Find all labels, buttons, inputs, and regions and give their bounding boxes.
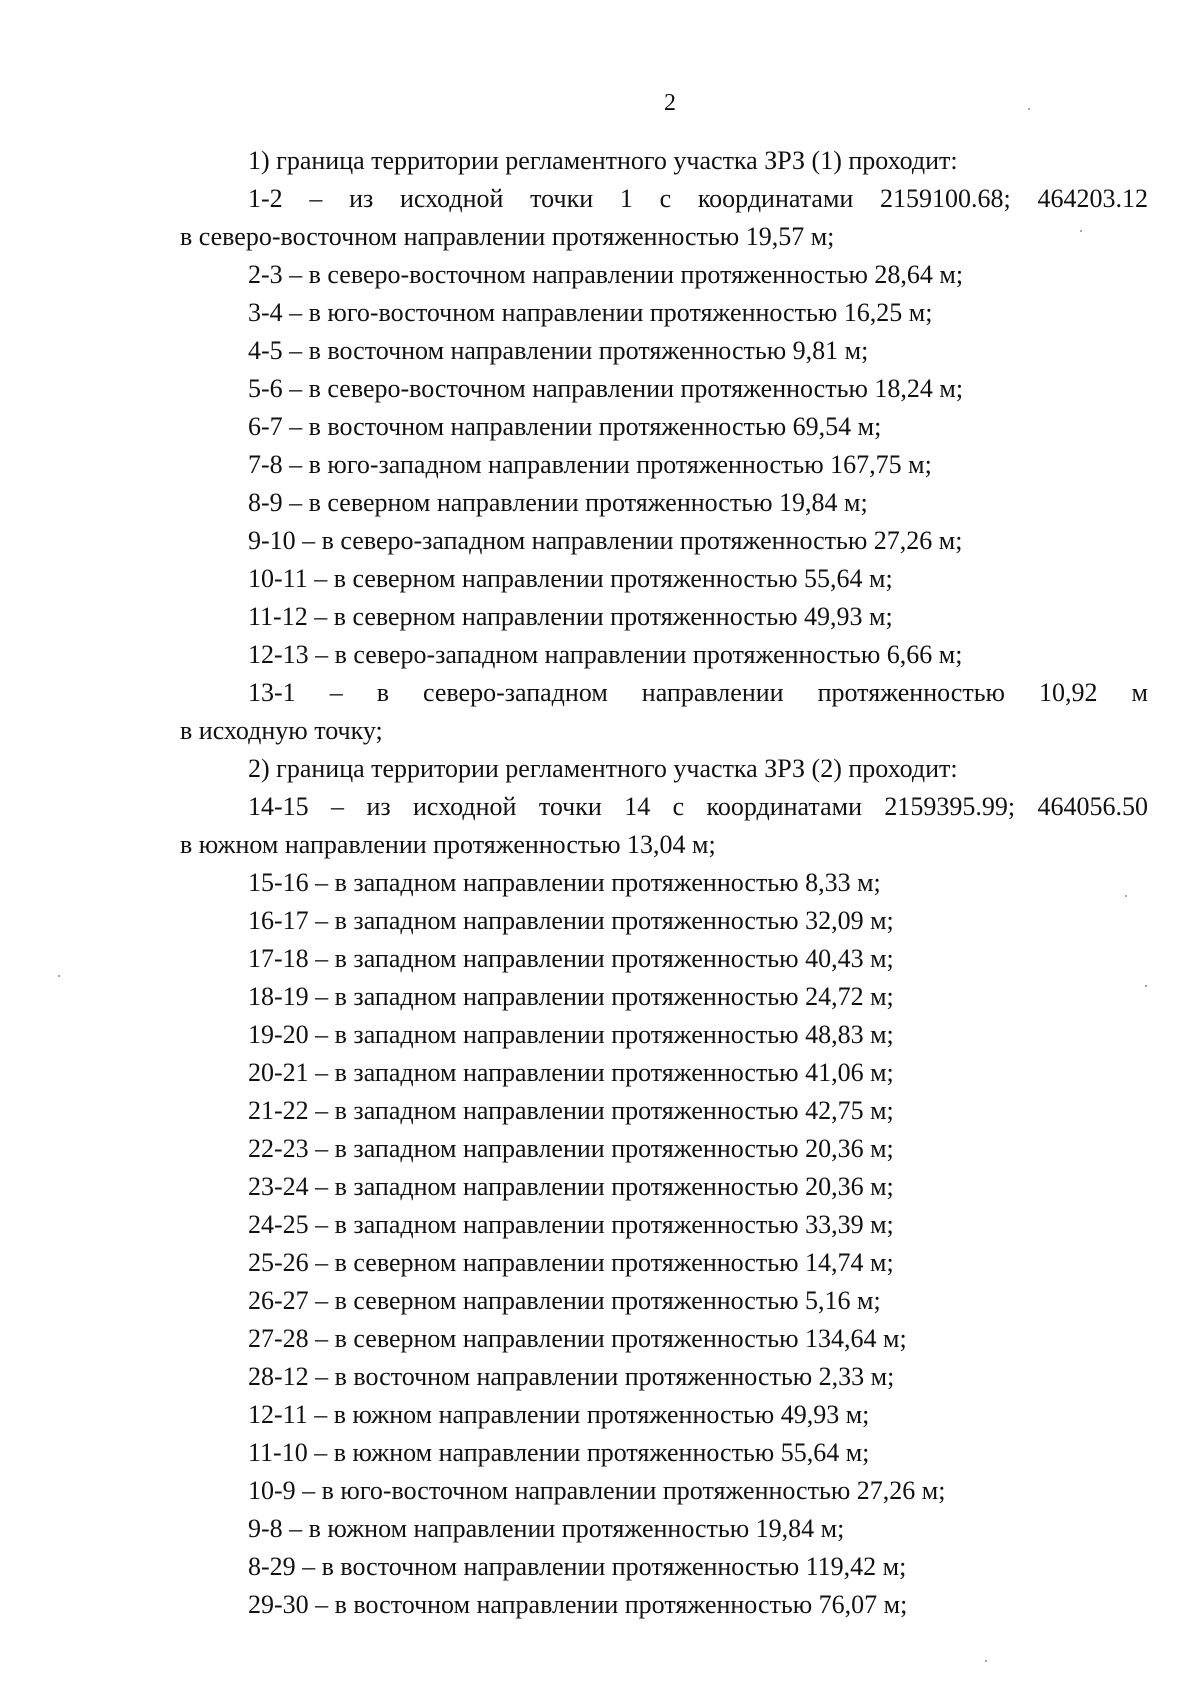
text-line: 26-27 – в северном направлении протяженностью 5,16 м; [248,1286,881,1315]
text-line: в южном направлении протяженностью 13,04 м; [180,830,716,859]
text-line: 2-3 – в северо-восточном направлении протяженностью 28,64 м; [248,260,964,289]
text-line: 13-1 – в северо-западном направлении протяженностью 10,92 м [248,678,1148,707]
text-line: 22-23 – в западном направлении протяженностью 20,36 м; [248,1134,894,1163]
text-line: в исходную точку; [180,716,383,745]
scan-speck [985,1660,987,1662]
text-line: 4-5 – в восточном направлении протяженностью 9,81 м; [248,336,869,365]
text-line: 27-28 – в северном направлении протяженностью 134,64 м; [248,1324,907,1353]
text-line: 5-6 – в северо-восточном направлении протяженностью 18,24 м; [248,374,964,403]
text-line: 8-9 – в северном направлении протяженностью 19,84 м; [248,488,868,517]
text-line: 23-24 – в западном направлении протяженностью 20,36 м; [248,1172,894,1201]
text-line: 11-12 – в северном направлении протяженностью 49,93 м; [248,602,893,631]
scan-speck [1080,230,1082,232]
text-line: 28-12 – в восточном направлении протяженностью 2,33 м; [248,1362,895,1391]
text-line: в северо-восточном направлении протяженностью 19,57 м; [180,222,835,251]
page-number: 2 [664,90,676,116]
scan-speck [1125,895,1127,897]
text-line: 24-25 – в западном направлении протяженностью 33,39 м; [248,1210,894,1239]
text-line: 12-13 – в северо-западном направлении протяженностью 6,66 м; [248,640,963,669]
text-line: 1) граница территории регламентного участка ЗРЗ (1) проходит: [248,146,958,175]
text-line: 16-17 – в западном направлении протяженностью 32,09 м; [248,906,894,935]
text-line: 15-16 – в западном направлении протяженностью 8,33 м; [248,868,881,897]
text-line: 12-11 – в южном направлении протяженностью 49,93 м; [248,1400,870,1429]
text-line: 19-20 – в западном направлении протяженностью 48,83 м; [248,1020,894,1049]
scan-speck [1145,985,1147,987]
document-body [180,142,1148,1624]
text-line: 11-10 – в южном направлении протяженностью 55,64 м; [248,1438,870,1467]
text-line: 9-10 – в северо-западном направлении протяженностью 27,26 м; [248,526,963,555]
text-line: 7-8 – в юго-западном направлении протяженностью 167,75 м; [248,450,932,479]
text-line: 10-11 – в северном направлении протяженностью 55,64 м; [248,564,893,593]
text-line: 17-18 – в западном направлении протяженностью 40,43 м; [248,944,894,973]
text-line: 21-22 – в западном направлении протяженностью 42,75 м; [248,1096,894,1125]
text-line: 3-4 – в юго-восточном направлении протяженностью 16,25 м; [248,298,933,327]
text-line: 8-29 – в восточном направлении протяженностью 119,42 м; [248,1552,907,1581]
text-line: 10-9 – в юго-восточном направлении протяженностью 27,26 м; [248,1476,946,1505]
text-line: 29-30 – в восточном направлении протяженностью 76,07 м; [248,1590,908,1619]
text-line: 20-21 – в западном направлении протяженностью 41,06 м; [248,1058,894,1087]
text-line: 2) граница территории регламентного участка ЗРЗ (2) проходит: [248,754,958,783]
scan-speck [58,975,60,977]
scan-speck [1028,108,1030,110]
text-line: 1-2 – из исходной точки 1 с координатами 2159100.68; 464203.12 [248,184,1148,213]
text-line: 18-19 – в западном направлении протяженностью 24,72 м; [248,982,894,1011]
text-line: 14-15 – из исходной точки 14 с координатами 2159395.99; 464056.50 [248,792,1148,821]
text-line: 9-8 – в южном направлении протяженностью 19,84 м; [248,1514,845,1543]
text-line: 6-7 – в восточном направлении протяженностью 69,54 м; [248,412,882,441]
text-line: 25-26 – в северном направлении протяженностью 14,74 м; [248,1248,894,1277]
